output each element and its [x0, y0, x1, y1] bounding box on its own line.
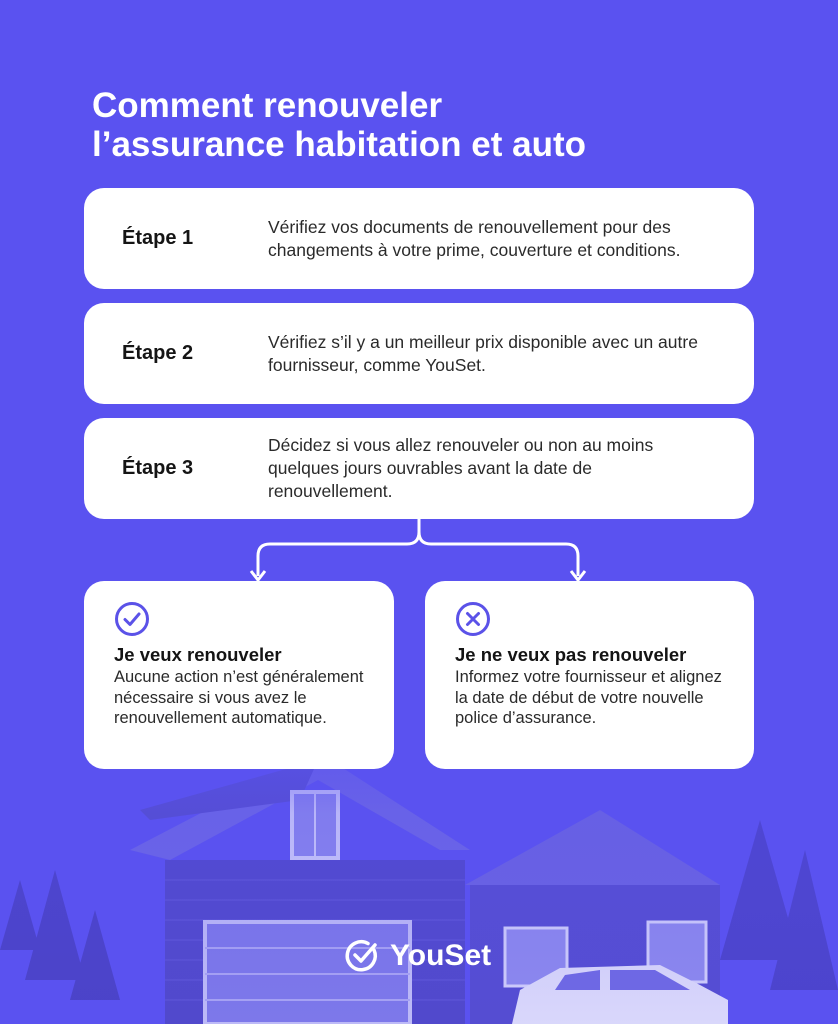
logo-text: YouSet — [390, 939, 492, 972]
choice-card-not-renew — [425, 581, 754, 769]
choice-description: Informez votre fournisseur et alignez la date de début de votre nouvelle police d’assurance. — [455, 668, 722, 727]
step-label: Étape 2 — [122, 342, 194, 364]
step-description: Décidez si vous allez renouveler ou non au moins quelques jours ouvrables avant la date de renouvellement. — [268, 435, 654, 501]
logo-check-icon — [344, 938, 380, 974]
choice-card-renew — [84, 581, 394, 769]
branch-connector — [0, 518, 838, 588]
page-title-line-2: l’assurance habitation et auto — [92, 125, 586, 164]
page-title-line-1: Comment renouveler — [92, 86, 443, 125]
step-description: Vérifiez vos documents de renouvellement pour des changements à votre prime, couverture et conditions. — [268, 216, 681, 260]
step-label: Étape 1 — [122, 227, 194, 249]
choice-description: Aucune action n’est généralement nécessaire si vous avez le renouvellement automatique. — [114, 668, 364, 727]
step-label: Étape 3 — [122, 457, 194, 479]
youset-logo — [344, 936, 491, 976]
page-title — [92, 86, 772, 164]
x-circle-icon — [455, 601, 491, 637]
step-description: Vérifiez s’il y a un meilleur prix disponible avec un autre fournisseur, comme YouSet. — [268, 331, 698, 375]
connector-left-line — [258, 518, 419, 576]
check-circle-icon — [114, 601, 150, 637]
choice-title: Je veux renouveler — [114, 644, 282, 665]
step-card-1 — [84, 188, 754, 289]
step-card-3 — [84, 418, 754, 519]
connector-right-line — [419, 532, 578, 576]
choice-title: Je ne veux pas renouveler — [455, 644, 687, 665]
step-card-2 — [84, 303, 754, 404]
